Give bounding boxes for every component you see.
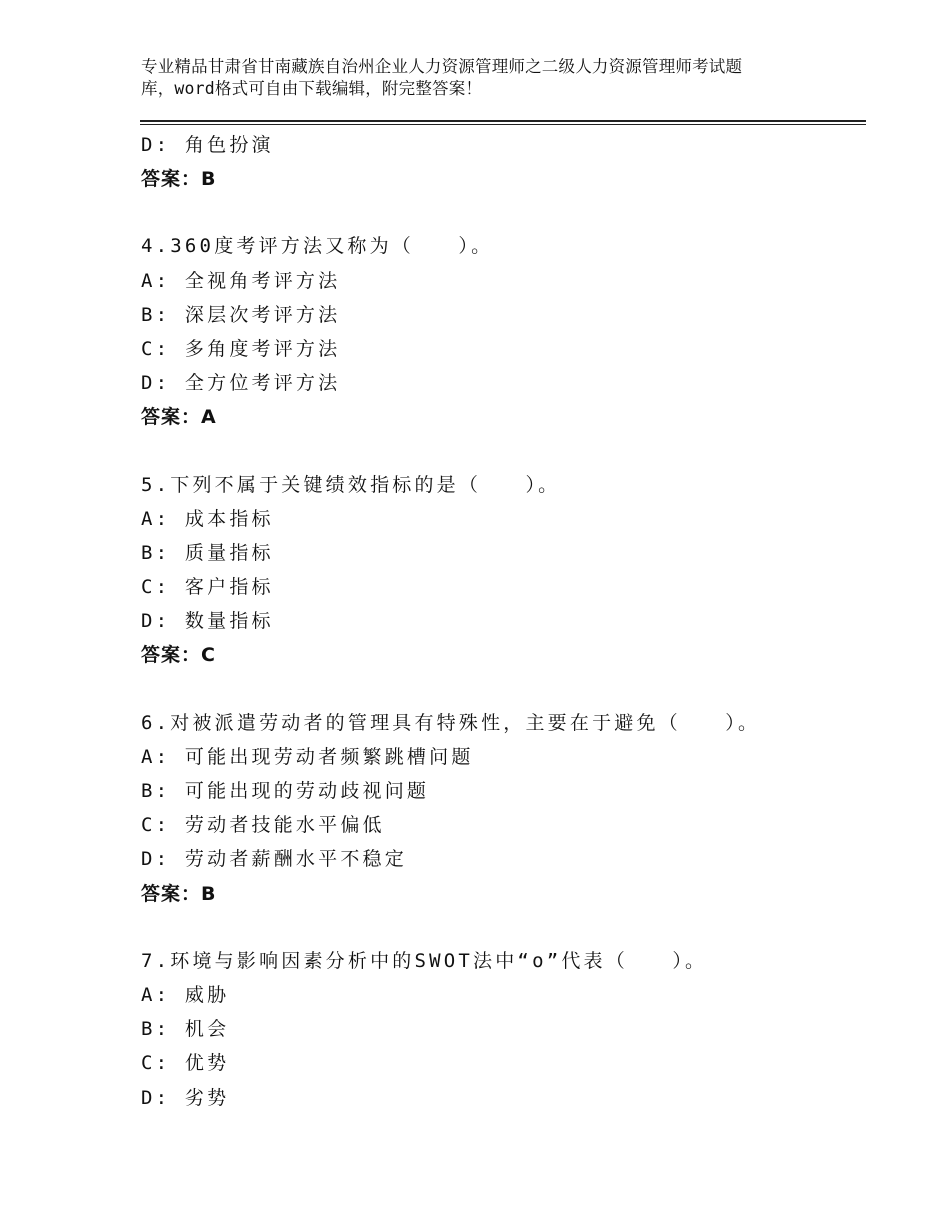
question-6-option-b: B: 可能出现的劳动歧视问题 [141, 780, 430, 802]
question-5-option-a: A: 成本指标 [141, 507, 274, 530]
question-4-option-b: B: 深层次考评方法 [141, 303, 341, 326]
question-7-stem: 7.环境与影响因素分析中的SWOT法中“o”代表（ ）。 [141, 949, 708, 972]
question-7-option-b: B: 机会 [141, 1018, 230, 1041]
question-3-answer: 答案：B [141, 168, 217, 191]
header-divider-thin [140, 124, 866, 125]
question-6-option-a: A: 可能出现劳动者频繁跳槽问题 [141, 745, 474, 768]
question-7-option-a: A: 威胁 [141, 983, 230, 1006]
question-7-option-d: D: 劣势 [141, 1086, 230, 1109]
document-header [141, 56, 866, 100]
question-6-stem: 6.对被派遣劳动者的管理具有特殊性，主要在于避免（ ）。 [141, 711, 761, 734]
question-5-option-b: B: 质量指标 [141, 541, 274, 564]
question-7 [141, 944, 866, 1115]
question-3-option-d: D: 角色扮演 [141, 134, 274, 156]
question-6-option-c: C: 劳动者技能水平偏低 [141, 814, 385, 837]
question-5-option-d: D: 数量指标 [141, 610, 274, 633]
question-4-answer: 答案：A [141, 406, 217, 429]
question-7-option-c: C: 优势 [141, 1052, 230, 1075]
question-6 [141, 706, 866, 911]
question-5-option-c: C: 客户指标 [141, 576, 274, 599]
question-list [141, 128, 866, 1115]
question-6-option-d: D: 劳动者薪酬水平不稳定 [141, 848, 407, 871]
question-3-tail [141, 128, 866, 196]
header-divider-thick [140, 120, 866, 122]
question-4 [141, 229, 866, 434]
question-5 [141, 468, 866, 673]
header-title-line-1: 专业精品甘肃省甘南藏族自治州企业人力资源管理师之二级人力资源管理师考试题 [141, 57, 743, 76]
question-4-stem: 4.360度考评方法又称为（ ）。 [141, 235, 494, 258]
question-6-answer: 答案：B [141, 882, 217, 905]
question-5-stem: 5.下列不属于关键绩效指标的是（ ）。 [141, 473, 561, 496]
question-4-option-a: A: 全视角考评方法 [141, 269, 341, 292]
question-4-option-d: D: 全方位考评方法 [141, 372, 341, 395]
question-5-answer: 答案：C [141, 644, 216, 667]
question-4-option-c: C: 多角度考评方法 [141, 337, 341, 360]
header-title-line-2: 库，word格式可自由下载编辑，附完整答案！ [141, 79, 483, 98]
